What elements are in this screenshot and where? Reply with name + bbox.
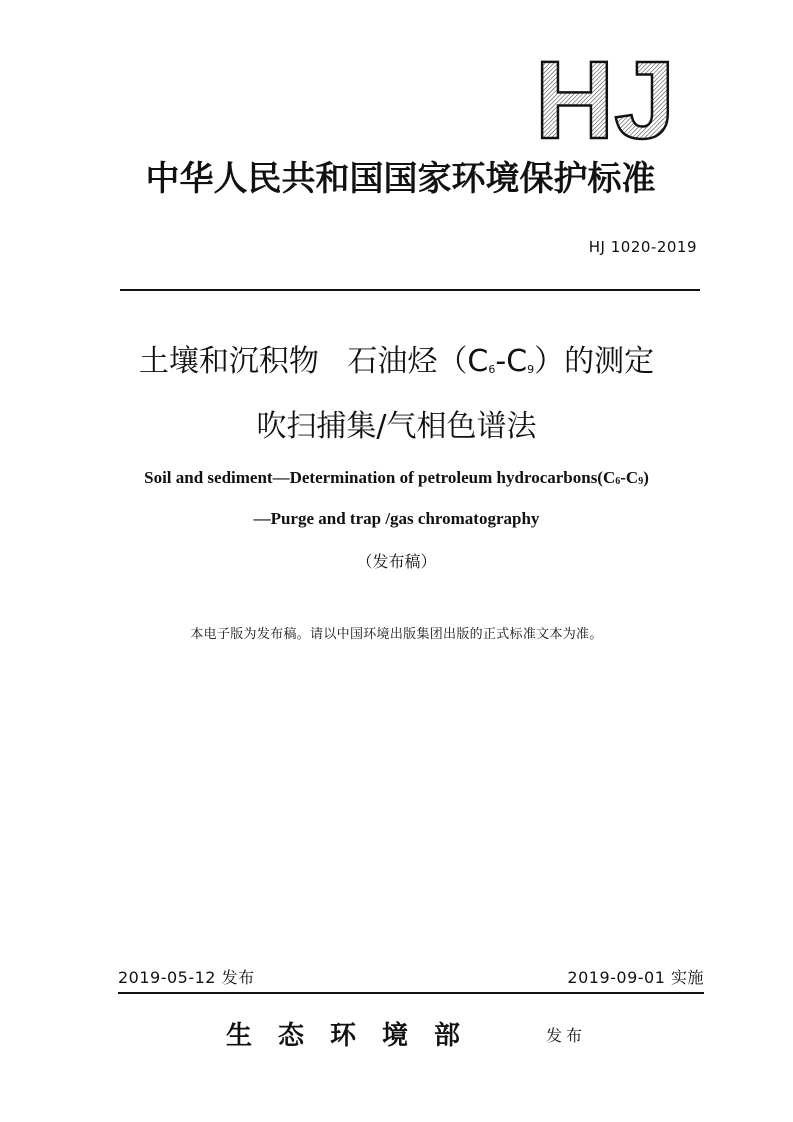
agency-title: 中华人民共和国国家环境保护标准 bbox=[145, 159, 656, 199]
issuing-ministry: 生态环境部 bbox=[226, 1021, 487, 1051]
draft-label: （发布稿） bbox=[356, 552, 437, 571]
title-en-part1: Soil and sediment—Determination of petroleum hydrocarbons(C bbox=[144, 468, 616, 487]
hj-logo-text: HJ bbox=[534, 50, 676, 150]
title-en-line2: —Purge and trap /gas chromatography bbox=[253, 509, 540, 528]
title-en-subscript-6: 6 bbox=[615, 476, 621, 487]
title-zh-line1 bbox=[0, 340, 793, 392]
effective-date: 2019-09-01 实施 bbox=[567, 968, 704, 987]
title-zh-part2: -C bbox=[495, 344, 528, 379]
electronic-version-notice: 本电子版为发布稿。请以中国环境出版集团出版的正式标准文本为准。 bbox=[190, 627, 603, 642]
title-zh-part1: 土壤和沉积物 石油烃（C bbox=[138, 344, 489, 379]
title-en-subscript-9: 9 bbox=[638, 476, 644, 487]
title-en-line1 bbox=[0, 465, 793, 495]
title-en-part2: -C bbox=[620, 468, 639, 487]
title-zh-subscript-9: 9 bbox=[527, 363, 535, 376]
title-zh-line2: 吹扫捕集/气相色谱法 bbox=[256, 409, 537, 444]
title-zh-subscript-6: 6 bbox=[488, 363, 496, 376]
footer-divider bbox=[118, 992, 704, 994]
issue-date: 2019-05-12 发布 bbox=[118, 968, 255, 987]
header-divider bbox=[120, 289, 700, 291]
hj-logo bbox=[520, 50, 690, 150]
standard-number: HJ 1020-2019 bbox=[588, 238, 697, 256]
title-zh-part3: ）的测定 bbox=[534, 344, 655, 379]
ministry-publish-label: 发布 bbox=[546, 1026, 587, 1045]
title-en-part3: ) bbox=[643, 468, 649, 487]
